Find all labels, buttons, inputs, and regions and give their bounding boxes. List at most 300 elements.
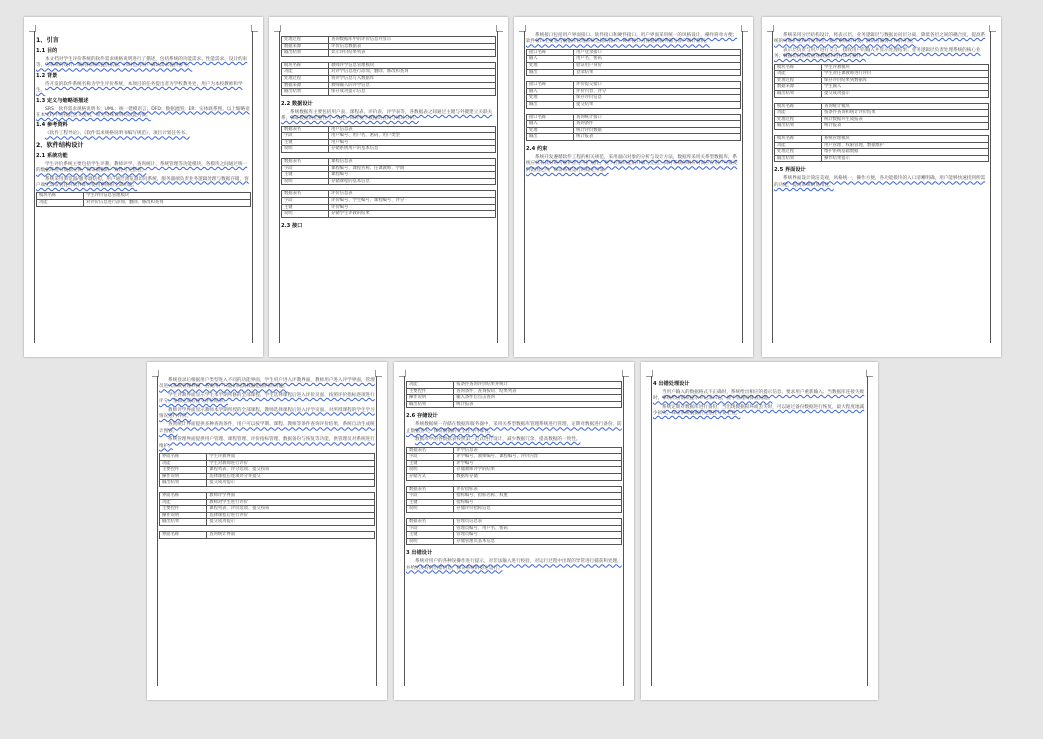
table-key-cell: 字段 <box>282 165 329 172</box>
section-heading: 1、引言 <box>36 37 59 44</box>
margin-line <box>772 31 773 343</box>
table-key-cell: 输出结果 <box>282 50 329 57</box>
paragraph-text: 系统开发遵循软件工程的相关规范，采用面向对象的分析与设计方法，数据库采用关系型数据库，系统应具有良好的可维护性与可扩展性，便于后期功能的升级与完善。同时系统的响应时间应在用户可接受的范围之内，保证系统运行的稳定可靠。 <box>526 154 738 173</box>
table-value-cell: 选择课程后进行评价 <box>207 512 375 519</box>
margin-line <box>867 376 868 686</box>
table-row <box>527 114 741 121</box>
subsection-heading: 1.2 背景 <box>36 72 58 79</box>
table-value-cell: 将评学信息写入数据库 <box>329 75 496 82</box>
table-key-cell: 输入 <box>527 121 574 128</box>
table-key-cell: 数据表名 <box>407 447 454 454</box>
table-value-cell: 维护系统基础数据 <box>822 149 989 156</box>
table-value-cell: 系统管理模块 <box>822 135 989 142</box>
table-row <box>407 388 622 395</box>
body-paragraph <box>36 107 251 120</box>
subsection-heading: 2.1 系统功能 <box>36 152 68 159</box>
table-row <box>160 499 375 506</box>
table-key-cell: 处理 <box>527 63 574 70</box>
table-value-cell: 学生评教模块 <box>822 64 989 71</box>
table-key-cell: 模块名称 <box>775 135 822 142</box>
paragraph-text: 系统定期对数据库进行备份，当出现数据损坏或丢失时，可以通过备份数据进行恢复，最大程度地减少损失，保证系统数据的完整性与安全性。 <box>653 404 865 417</box>
table-value-cell: 统计报表 <box>822 123 989 130</box>
subsection-heading: 1.3 定义与缩略语描述 <box>36 97 89 104</box>
spec-table <box>406 381 622 408</box>
table-key-cell: 模块名称 <box>37 193 84 200</box>
table-key-cell: 主键 <box>407 460 454 467</box>
table-key-cell: 字段 <box>282 197 329 204</box>
table-key-cell: 数据表名 <box>282 158 329 165</box>
paragraph-text: 当用户输入的数据格式不正确时，系统给出相应的提示信息，要求用户重新输入；当数据库连接失败时，系统给出错误提示并记录日志，便于管理员排查问题。 <box>653 390 865 402</box>
spec-table <box>774 135 989 162</box>
table-key-cell: 功能 <box>775 110 822 117</box>
table-key-cell: 处理过程 <box>282 75 329 82</box>
paragraph-text: 《软件工程导论》，《软件需求规格说明书编写规范》，项目计划任务书。 <box>45 131 190 137</box>
table-row <box>282 211 496 218</box>
table-key-cell: 处理 <box>527 127 574 134</box>
table-value-cell: 用户管理、权限管理、数据维护 <box>822 142 989 149</box>
spec-table <box>281 158 496 185</box>
document-page <box>147 362 387 700</box>
table-value-cell: 操作结果提示 <box>822 155 989 162</box>
margin-line <box>279 31 280 343</box>
table-row <box>527 49 741 56</box>
table-key-cell: 处理过程 <box>775 116 822 123</box>
table-value-cell: 显示评价结果列表 <box>329 50 496 57</box>
table-row <box>527 82 741 89</box>
table-value-cell: 对评价信息进行添加、删除、修改和查询 <box>84 200 251 207</box>
table-value-cell: 指标编号、指标名称、权重 <box>454 493 622 500</box>
table-row <box>282 62 496 69</box>
table-row <box>775 149 989 156</box>
table-value-cell: 教师评学信息管理模块 <box>329 62 496 69</box>
margin-line <box>524 31 525 343</box>
table-value-cell: 课程信息表 <box>329 158 496 165</box>
table-value-cell: 评价指标表 <box>454 486 622 493</box>
table-row <box>282 75 496 82</box>
table-row <box>282 43 496 50</box>
table-key-cell: 功能 <box>37 200 84 207</box>
table-value-cell: 保存成功提示信息 <box>329 89 496 96</box>
table-row <box>775 110 989 117</box>
subsection-heading: 2.6 存储设计 <box>406 413 438 420</box>
spec-table <box>774 103 989 130</box>
margin-line <box>497 31 498 343</box>
table-row <box>407 473 622 480</box>
table-row <box>282 126 496 133</box>
table-row <box>37 200 251 207</box>
table-row <box>775 64 989 71</box>
table-key-cell: 字段 <box>282 133 329 140</box>
table-key-cell: 输出结果 <box>282 89 329 96</box>
table-key-cell: 数据表名 <box>407 518 454 525</box>
table-row <box>775 103 989 110</box>
table-key-cell: 输出结果 <box>775 91 822 98</box>
table-row <box>775 135 989 142</box>
table-row <box>407 532 622 539</box>
spec-table <box>526 81 741 108</box>
table-key-cell: 接口名称 <box>527 114 574 121</box>
table-key-cell: 接口名称 <box>527 82 574 89</box>
table-key-cell: 主要控件 <box>160 506 207 513</box>
table-row <box>775 91 989 98</box>
table-value-cell: 管理员编号 <box>454 532 622 539</box>
table-row <box>160 460 375 467</box>
table-value-cell: 统计数据并生成报表 <box>822 116 989 123</box>
spec-table <box>526 49 741 76</box>
table-key-cell: 功能 <box>282 69 329 76</box>
table-key-cell: 接口名称 <box>527 49 574 56</box>
table-key-cell: 数据表名 <box>407 486 454 493</box>
body-paragraph <box>36 131 251 137</box>
body-paragraph <box>774 33 989 46</box>
table-row <box>407 382 622 389</box>
body-paragraph <box>159 422 375 435</box>
table-value-cell: 提交结果 <box>574 101 741 108</box>
paragraph-text: 系统接口包括用户界面接口、软件接口和硬件接口。用户界面采用统一的风格设计，操作简单方便；软件接口主要是与数据库管理系统之间的接口；硬件接口为普通的服务器与客户端计算机。 <box>526 33 738 45</box>
document-page <box>641 362 878 700</box>
table-key-cell: 字段 <box>407 493 454 500</box>
spec-table <box>36 192 251 206</box>
document-page <box>269 17 508 357</box>
table-key-cell: 输出 <box>527 134 574 141</box>
table-value-cell: 查询数据库中的评价信息并显示 <box>329 37 496 44</box>
subsection-heading: 1.4 参考资料 <box>36 122 68 129</box>
table-value-cell: 评学编号、教师编号、课程编号、评价内容 <box>454 454 622 461</box>
table-key-cell: 说明 <box>407 506 454 513</box>
table-value-cell: 用户编号 <box>329 139 496 146</box>
table-key-cell: 说明 <box>407 467 454 474</box>
table-key-cell: 处理过程 <box>282 37 329 44</box>
paragraph-text: 学生评价系统主要包括学生评教、教师评学、查询统计、系统管理等功能模块，各模块之间通过统一的数据库进行数据交换，保证数据的一致性与完整性。 <box>36 161 248 174</box>
table-key-cell: 数据表名 <box>282 191 329 198</box>
subsection-heading: 2.5 界面设计 <box>774 167 806 174</box>
body-paragraph <box>36 82 251 95</box>
table-value-cell: 查询条件、查询按钮、结果列表 <box>454 388 622 395</box>
table-row <box>775 77 989 84</box>
table-row <box>775 84 989 91</box>
margin-line <box>742 31 743 343</box>
table-value-cell: 评价提交接口 <box>574 82 741 89</box>
spec-table <box>526 114 741 141</box>
table-value-cell: 提交成功提示 <box>207 519 375 526</box>
body-paragraph <box>406 437 622 443</box>
section-heading: 2、软件结构设计 <box>36 141 84 149</box>
table-key-cell: 主要控件 <box>160 467 207 474</box>
table-row <box>407 538 622 545</box>
table-row <box>527 134 741 141</box>
table-key-cell: 输出 <box>527 101 574 108</box>
body-paragraph <box>653 390 866 403</box>
table-row <box>775 155 989 162</box>
body-paragraph <box>406 422 622 435</box>
table-key-cell: 输入 <box>527 56 574 63</box>
table-row <box>775 71 989 78</box>
subsection-heading: 4 出错处理设计 <box>653 381 690 387</box>
spec-table <box>774 64 989 98</box>
table-row <box>282 146 496 153</box>
body-paragraph <box>281 110 496 123</box>
paragraph-text: 待开发的软件系统名称为学生评价系统，本项目的任务提出者为学校教务处，用户为本校教师和学生。 <box>36 81 243 94</box>
margin-line <box>651 376 652 686</box>
table-row <box>282 172 496 179</box>
spec-table <box>406 447 622 481</box>
table-value-cell: 评学编号 <box>454 460 622 467</box>
table-key-cell: 操作说明 <box>160 512 207 519</box>
table-row <box>282 37 496 44</box>
table-value-cell: 评价编号 <box>329 204 496 211</box>
table-key-cell: 输入 <box>527 88 574 95</box>
table-key-cell: 存储方式 <box>407 473 454 480</box>
table-row <box>282 82 496 89</box>
spec-table <box>281 62 496 96</box>
paragraph-text: 教师评学界面显示教师本学期所授的全部课程，教师选择课程后进入评学页面，对所授课程的学生学习情况进行评价。 <box>159 407 375 420</box>
table-row <box>775 123 989 130</box>
margin-line <box>404 376 405 686</box>
paragraph-text: 学生评教界面显示学生本学期所修的全部课程，学生选择课程后进入评价页面，按照评价指标逐项进行评分，全部完成后提交评价结果。 <box>159 392 375 405</box>
table-row <box>527 69 741 76</box>
spec-table <box>281 190 496 217</box>
spec-table <box>406 486 622 513</box>
table-row <box>407 493 622 500</box>
table-row <box>282 133 496 140</box>
margin-line <box>623 376 624 686</box>
paragraph-text: 系统对用户的各种误操作进行提示，对非法输入进行校验，对运行过程中出现的异常进行捕获和处理，并给出友好的出错信息，保证系统的稳定运行。 <box>406 559 622 571</box>
table-key-cell: 主键 <box>282 204 329 211</box>
body-paragraph <box>36 162 251 175</box>
paragraph-text: 系统数据统一存储在数据库服务器中，采用关系型数据库管理系统进行管理，定期对数据进行备份，防止数据丢失，保证数据的安全性与可靠性。 <box>406 422 622 434</box>
table-key-cell: 模块名称 <box>282 62 329 69</box>
table-row <box>282 69 496 76</box>
table-value-cell: 选择课程后逐项评分并提交 <box>207 473 375 480</box>
table-key-cell: 主键 <box>407 532 454 539</box>
spec-table <box>281 126 496 153</box>
table-value-cell: 保存评价信息 <box>574 95 741 102</box>
body-paragraph <box>526 33 741 46</box>
table-value-cell: 教师对学生进行评价 <box>207 499 375 506</box>
table-key-cell: 数据来源 <box>282 82 329 89</box>
table-row <box>407 525 622 532</box>
table-value-cell: 存储系统用户的基本信息 <box>329 146 496 153</box>
table-key-cell: 输出结果 <box>775 123 822 130</box>
table-key-cell: 数据来源 <box>282 43 329 50</box>
body-paragraph <box>159 437 375 450</box>
table-row <box>282 204 496 211</box>
table-key-cell: 处理 <box>527 95 574 102</box>
spec-table <box>281 36 496 57</box>
table-value-cell: 统计报表 <box>454 401 622 408</box>
table-row <box>527 95 741 102</box>
spec-table <box>159 531 375 539</box>
table-value-cell: 评学信息表 <box>454 447 622 454</box>
table-value-cell: 查询统计接口 <box>574 114 741 121</box>
subsection-heading: 2.4 约束 <box>526 145 548 152</box>
paragraph-text: 数据库中的各数据表按照第三范式进行设计，减少数据冗余，提高数据的一致性。 <box>415 437 581 443</box>
table-value-cell: 统计报表 <box>574 134 741 141</box>
table-row <box>407 506 622 513</box>
table-row <box>775 116 989 123</box>
table-row <box>282 139 496 146</box>
table-row <box>282 50 496 57</box>
table-row <box>282 178 496 185</box>
table-value-cell: 提交成功提示 <box>207 480 375 487</box>
table-key-cell: 说明 <box>407 538 454 545</box>
subsection-heading: 1.1 目的 <box>36 48 58 54</box>
table-key-cell: 输出结果 <box>160 480 207 487</box>
table-row <box>282 191 496 198</box>
table-value-cell: 学生输入 <box>822 84 989 91</box>
table-row <box>160 512 375 519</box>
table-key-cell: 功能 <box>160 460 207 467</box>
paragraph-text: 本文档对学生评价系统的软件需求规格说明进行了描述，包括系统的功能需求、性能需求、设计约束等，为系统的设计、编码和测试提供依据，同时也为用户确认需求提供参考。 <box>36 57 248 69</box>
table-key-cell: 界面名称 <box>160 532 207 539</box>
paragraph-text: 系统采用分层结构设计，将表示层、业务逻辑层与数据访问层分离，降低各层之间的耦合度，提高系统的可维护性和可复用性，便于系统的开发、测试与部署工作的开展。 <box>774 33 986 45</box>
paragraph-text: 系统管理界面提供用户管理、课程管理、评价指标管理、数据备份与恢复等功能，供管理员对系统进行维护。 <box>159 437 375 449</box>
table-row <box>160 454 375 461</box>
paragraph-text: 查询统计界面提供多种查询条件，用户可以按学期、课程、教师等条件查询评价结果，系统自动生成统计图表。 <box>159 422 375 434</box>
table-row <box>527 127 741 134</box>
table-row <box>282 89 496 96</box>
table-row <box>527 63 741 70</box>
margin-line <box>157 376 158 686</box>
table-key-cell: 操作说明 <box>407 395 454 402</box>
table-row <box>282 197 496 204</box>
table-key-cell: 处理过程 <box>775 149 822 156</box>
paragraph-text: 系统登录后根据用户类型进入不同的功能界面，学生用户进入评教界面，教师用户进入评学界面，管理员进入系统管理界面，各类用户只能访问其权限范围内的功能。 <box>159 378 375 390</box>
table-value-cell: 学生对教师进行评价 <box>207 460 375 467</box>
table-row <box>37 193 251 200</box>
document-page <box>514 17 753 357</box>
body-paragraph <box>774 176 989 189</box>
table-key-cell: 数据来源 <box>775 84 822 91</box>
table-row <box>775 142 989 149</box>
table-key-cell: 说明 <box>282 211 329 218</box>
table-value-cell: 学生对任课教师进行评价 <box>822 71 989 78</box>
table-value-cell: 存储管理员基本信息 <box>454 538 622 545</box>
table-key-cell: 主键 <box>282 172 329 179</box>
table-value-cell: 学生评教界面 <box>207 454 375 461</box>
paragraph-text: 表示层负责与用户进行交互，接收用户的输入并显示处理结果；业务逻辑层负责处理系统的核心业务；数据访问层负责对数据库进行读写操作。 <box>774 47 981 60</box>
spec-table <box>406 518 622 545</box>
table-value-cell: 登录结果 <box>574 69 741 76</box>
margin-line <box>990 31 991 343</box>
table-key-cell: 操作说明 <box>160 473 207 480</box>
table-row <box>407 395 622 402</box>
table-key-cell: 功能 <box>775 142 822 149</box>
table-value-cell: 存储学生评教的结果 <box>329 211 496 218</box>
spec-table <box>159 492 375 526</box>
body-paragraph <box>526 155 741 174</box>
body-paragraph <box>159 393 375 406</box>
table-row <box>160 467 375 474</box>
table-key-cell: 输出结果 <box>160 519 207 526</box>
margin-line <box>376 376 377 686</box>
table-row <box>282 165 496 172</box>
table-row <box>160 532 375 539</box>
table-row <box>160 473 375 480</box>
paragraph-text: 系统采用浏览器/服务器结构，用户通过浏览器访问系统，服务器端负责业务逻辑处理与数据存储，客户端无需安装任何软件即可使用系统的全部功能。 <box>36 176 249 189</box>
table-key-cell: 输出结果 <box>407 401 454 408</box>
table-value-cell: 用户登录接口 <box>574 49 741 56</box>
table-value-cell: 评价信息表 <box>329 191 496 198</box>
table-value-cell: 评价编号、学生编号、课程编号、评分 <box>329 197 496 204</box>
table-row <box>160 493 375 500</box>
table-key-cell: 输出 <box>527 69 574 76</box>
table-value-cell: 教师评学界面 <box>207 493 375 500</box>
body-paragraph <box>406 559 622 572</box>
table-value-cell: 用户信息表 <box>329 126 496 133</box>
table-row <box>407 499 622 506</box>
table-row <box>407 454 622 461</box>
table-key-cell: 功能 <box>775 71 822 78</box>
paragraph-text: 系统界面设计简洁美观，风格统一，操作方便，各功能模块的入口清晰明确，用户能够快速找到所需的功能，提高系统的易用性。 <box>774 176 986 188</box>
table-value-cell: 统计评价数据 <box>574 127 741 134</box>
body-paragraph <box>774 48 989 61</box>
table-value-cell: 课程编号 <box>329 172 496 179</box>
table-row <box>527 56 741 63</box>
margin-line <box>34 31 35 343</box>
table-row <box>160 506 375 513</box>
body-paragraph <box>36 57 251 70</box>
table-key-cell: 处理过程 <box>775 77 822 84</box>
table-key-cell: 说明 <box>282 178 329 185</box>
table-value-cell: 用户名、密码 <box>574 56 741 63</box>
table-row <box>407 467 622 474</box>
table-value-cell: 查询统计界面 <box>207 532 375 539</box>
table-key-cell: 输出结果 <box>775 155 822 162</box>
table-value-cell: 输入条件后点击查询 <box>454 395 622 402</box>
document-page <box>762 17 1001 357</box>
table-value-cell: 课程列表、评价选项、提交按钮 <box>207 506 375 513</box>
paragraph-text: 系统数据库主要包括用户表、课程表、评价表、评学表等，各数据表之间通过主键与外键建立关联关系，保证数据的完整性与一致性，同时便于数据的查询与统计分析。 <box>281 109 493 122</box>
table-value-cell: 评价信息数据表 <box>329 43 496 50</box>
table-key-cell: 字段 <box>407 454 454 461</box>
table-row <box>407 460 622 467</box>
table-value-cell: 对评学信息进行添加、删除、修改和查询 <box>329 69 496 76</box>
table-row <box>527 121 741 128</box>
table-key-cell: 界面名称 <box>160 493 207 500</box>
body-paragraph <box>159 378 375 391</box>
table-value-cell: 存储评价指标信息 <box>454 506 622 513</box>
subsection-heading: 2.2 数据设计 <box>281 100 313 107</box>
table-key-cell: 字段 <box>407 525 454 532</box>
table-row <box>527 88 741 95</box>
table-key-cell: 模块名称 <box>775 103 822 110</box>
spec-table <box>159 453 375 487</box>
table-key-cell: 数据表名 <box>282 126 329 133</box>
body-paragraph <box>36 177 251 190</box>
table-value-cell: 教师输入的评学信息 <box>329 82 496 89</box>
table-value-cell: 验证用户身份 <box>574 63 741 70</box>
table-value-cell: 存储课程的基本信息 <box>329 178 496 185</box>
table-row <box>407 401 622 408</box>
table-value-cell: 用户编号、用户名、密码、用户类型 <box>329 133 496 140</box>
document-page <box>394 362 634 700</box>
table-row <box>160 480 375 487</box>
table-value-cell: 提交成功提示 <box>822 91 989 98</box>
table-key-cell: 功能 <box>407 382 454 389</box>
margin-line <box>252 31 253 343</box>
table-key-cell: 说明 <box>282 146 329 153</box>
table-row <box>407 518 622 525</box>
table-key-cell: 功能 <box>160 499 207 506</box>
paragraph-text: SRS：软件需求规格说明书；UML：统一建模语言；DFD：数据流图；ER：实体联系图。以上缩略语在本文档中均按此含义使用，如无特殊说明均以此为准。 <box>36 106 250 119</box>
table-value-cell: 课程编号、课程名称、任课教师、学期 <box>329 165 496 172</box>
body-paragraph <box>653 405 866 418</box>
table-value-cell: 学生评价信息管理模块 <box>84 193 251 200</box>
table-key-cell: 主要控件 <box>407 388 454 395</box>
table-value-cell: 查询条件 <box>574 121 741 128</box>
table-value-cell: 课程列表、评分选项、提交按钮 <box>207 467 375 474</box>
